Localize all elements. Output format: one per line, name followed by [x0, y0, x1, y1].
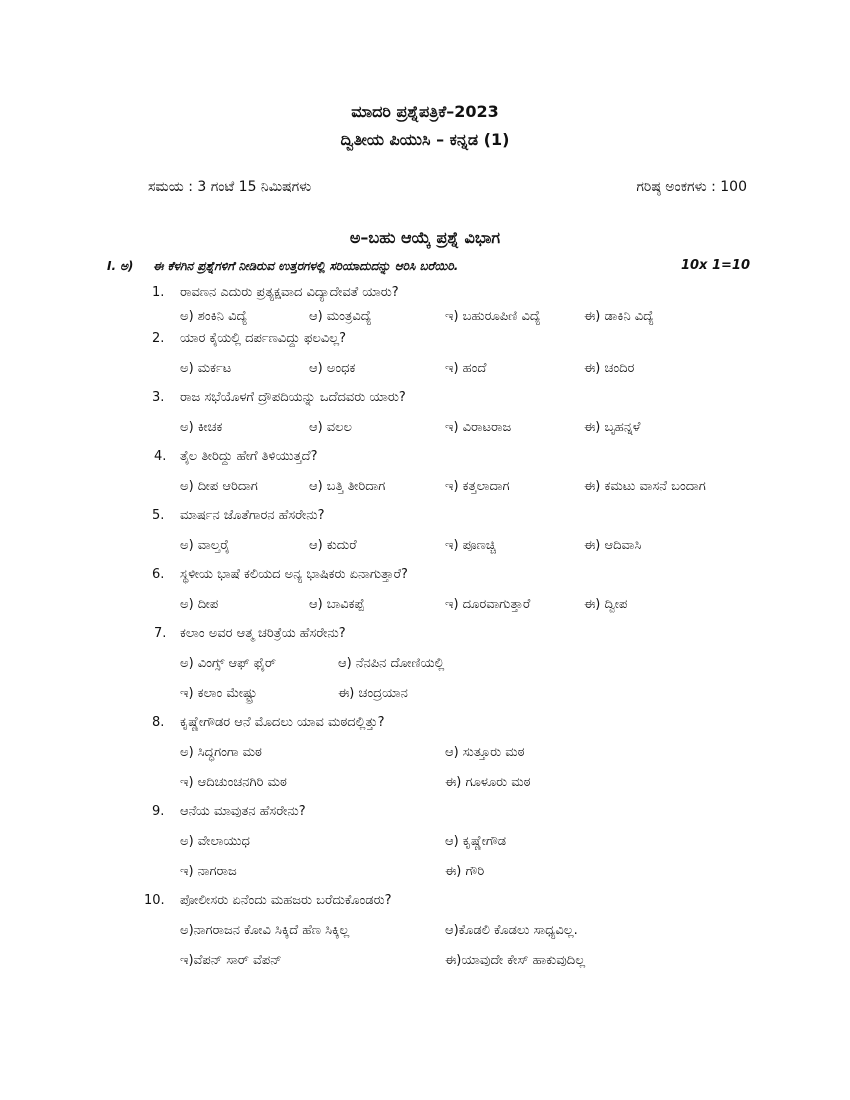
- option-c: ಇ) ನಾಗರಾಜ: [180, 864, 237, 879]
- option-d: ಈ) ಆದಿವಾಸಿ: [584, 538, 642, 553]
- option-d: ಈ) ಚಂದ್ರಯಾನ: [338, 686, 408, 701]
- option-a: ಅ) ದೀಪ ಆರಿದಾಗ: [180, 479, 258, 494]
- section-marks: 10x 1=10: [680, 258, 750, 273]
- option-a: ಅ) ವಿಂಗ್ಸ್ ಆಫ್ ಫೈರ್: [180, 656, 276, 671]
- paper-title: ಮಾದರಿ ಪ್ರಶ್ನೆಪತ್ರಿಕೆ–2023: [351, 102, 499, 121]
- option-d: ಈ) ಗೌರಿ: [445, 864, 485, 879]
- question-number: 10.: [144, 893, 165, 908]
- option-c: ಇ)ವೆಪನ್ ಸಾರ್ ವೆಪನ್: [180, 953, 282, 968]
- option-d: ಈ) ಚಂದಿರ: [584, 361, 635, 376]
- option-b: ಆ) ಅಂಧಕ: [309, 361, 356, 376]
- question-text: ಪೋಲೀಸರು ಏನೆಂದು ಮಹಜರು ಬರೆದುಕೊಂಡರು?: [180, 893, 392, 908]
- question-text: ಯಾರ ಕೈಯಲ್ಲಿ ದರ್ಪಣವಿದ್ದು ಫಲವಿಲ್ಲ?: [180, 331, 347, 346]
- paper-subtitle: ದ್ವಿತೀಯ ಪಿಯುಸಿ – ಕನ್ನಡ (1): [340, 130, 510, 149]
- question-number: 3.: [152, 390, 165, 405]
- question-number: 9.: [152, 804, 165, 819]
- question-text: ಆನೆಯ ಮಾವುತನ ಹೆಸರೇನು?: [180, 804, 306, 819]
- option-c: ಇ) ಪೂಣಚ್ಚಿ: [445, 538, 496, 553]
- option-c: ಇ) ಆದಿಚುಂಚನಗಿರಿ ಮಠ: [180, 775, 287, 790]
- option-b: ಆ)ಕೊಡಲಿ ಕೊಡಲು ಸಾಧ್ಯವಿಲ್ಲ.: [445, 923, 578, 938]
- question-number: 6.: [152, 567, 165, 582]
- option-d: ಈ) ದ್ವೀಪ: [584, 597, 628, 612]
- option-b: ಆ) ಬತ್ತಿ ತೀರಿದಾಗ: [309, 479, 386, 494]
- question-text: ಮಾರ್ಷನ ಜೊತೆಗಾರನ ಹೆಸರೇನು?: [180, 508, 325, 523]
- option-c: ಇ) ಬಹುರೂಪಿಣಿ ವಿದ್ಯೆ: [445, 309, 541, 324]
- option-a: ಅ) ಶಂಕಿನಿ ವಿದ್ಯೆ: [180, 309, 248, 324]
- option-b: ಆ) ಕುದುರೆ: [309, 538, 357, 553]
- question-number: 1.: [152, 285, 165, 300]
- option-a: ಅ) ವಾಲ್ತರೈ: [180, 538, 230, 553]
- question-text: ಸ್ಥಳೀಯ ಭಾಷೆ ಕಲಿಯದ ಅನ್ಯ ಭಾಷಿಕರು ಏನಾಗುತ್ತಾರೆ?: [180, 567, 408, 582]
- question-number: 7.: [154, 626, 167, 641]
- option-d: ಈ) ಡಾಕಿನಿ ವಿದ್ಯೆ: [584, 309, 654, 324]
- question-number: 4.: [154, 449, 167, 464]
- option-a: ಅ)ನಾಗರಾಜನ ಕೋವಿ ಸಿಕ್ಕಿದೆ ಹೆಣ ಸಿಕ್ಕಿಲ್ಲ: [180, 923, 350, 938]
- max-marks: ಗರಿಷ್ಠ ಅಂಕಗಳು : 100: [636, 179, 747, 195]
- option-b: ಆ) ನೆನಪಿನ ದೋಣಿಯಲ್ಲಿ: [338, 656, 445, 671]
- section-instruction: ಈ ಕೆಳಗಿನ ಪ್ರಶ್ನೆಗಳಿಗೆ ನೀಡಿರುವ ಉತ್ತರಗಳಲ್ಲಿ ಸರಿಯಾದುದನ್ನು ಆರಿಸಿ ಬರೆಯಿರಿ.: [153, 259, 459, 273]
- option-d: ಈ) ಕಮಟು ವಾಸನೆ ಬಂದಾಗ: [584, 479, 706, 494]
- option-b: ಆ) ಸುತ್ತೂರು ಮಠ: [445, 745, 525, 760]
- question-text: ಕಲಾಂ ಅವರ ಆತ್ಮ ಚರಿತ್ರೆಯ ಹೆಸರೇನು?: [180, 626, 346, 641]
- option-c: ಇ) ಹಂದೆ: [445, 361, 487, 376]
- question-number: 8.: [152, 715, 165, 730]
- option-a: ಅ) ಕೀಚಕ: [180, 420, 223, 435]
- question-number: 2.: [152, 331, 165, 346]
- part-label: ಅ): [120, 259, 134, 273]
- option-a: ಅ) ವೇಲಾಯುಧ: [180, 834, 250, 849]
- option-d: ಈ)ಯಾವುದೇ ಕೇಸ್ ಹಾಕುವುದಿಲ್ಲ: [445, 953, 586, 968]
- option-c: ಇ) ಕಲಾಂ ಮೇಷ್ಟ್ರು: [180, 686, 258, 701]
- question-text: ರಾಜ ಸಭೆಯೊಳಗೆ ದ್ರೌಪದಿಯನ್ನು ಒದೆದವರು ಯಾರು?: [180, 390, 406, 405]
- question-text: ತೈಲ ತೀರಿದ್ದು ಹೇಗೆ ತಿಳಿಯುತ್ತದೆ?: [180, 449, 318, 464]
- option-a: ಅ) ದೀಪ: [180, 597, 219, 612]
- question-text: ರಾವಣನ ಎದುರು ಪ್ರತ್ಯಕ್ಷವಾದ ವಿದ್ಯಾದೇವತೆ ಯಾರು?: [180, 285, 399, 300]
- part-number: I.: [107, 259, 117, 273]
- option-b: ಆ) ವಲಲ: [309, 420, 352, 435]
- question-text: ಕೃಷ್ಣೇಗೌಡರ ಆನೆ ಮೊದಲು ಯಾವ ಮಠದಲ್ಲಿತ್ತು?: [180, 715, 385, 730]
- option-b: ಆ) ಕೃಷ್ಣೇಗೌಡ: [445, 834, 507, 849]
- option-b: ಆ) ಮಂತ್ರವಿದ್ಯೆ: [309, 309, 372, 324]
- time-allowed: ಸಮಯ : 3 ಗಂಟೆ 15 ನಿಮಿಷಗಳು: [148, 179, 312, 195]
- option-a: ಅ) ಸಿದ್ಧಗಂಗಾ ಮಠ: [180, 745, 262, 760]
- option-d: ಈ) ಗೂಳೂರು ಮಠ: [445, 775, 531, 790]
- section-title: ಅ–ಬಹು ಆಯ್ಕೆ ಪ್ರಶ್ನೆ ವಿಭಾಗ: [349, 228, 501, 247]
- option-c: ಇ) ಕತ್ತಲಾದಾಗ: [445, 479, 510, 494]
- option-c: ಇ) ದೂರವಾಗುತ್ತಾರೆ: [445, 597, 531, 612]
- option-b: ಆ) ಬಾವಿಕಪ್ಪೆ: [309, 597, 365, 612]
- option-c: ಇ) ವಿರಾಟರಾಜ: [445, 420, 512, 435]
- option-d: ಈ) ಬೃಹನ್ನಳೆ: [584, 420, 641, 435]
- option-a: ಅ) ಮರ್ಕಟ: [180, 361, 232, 376]
- question-number: 5.: [152, 508, 165, 523]
